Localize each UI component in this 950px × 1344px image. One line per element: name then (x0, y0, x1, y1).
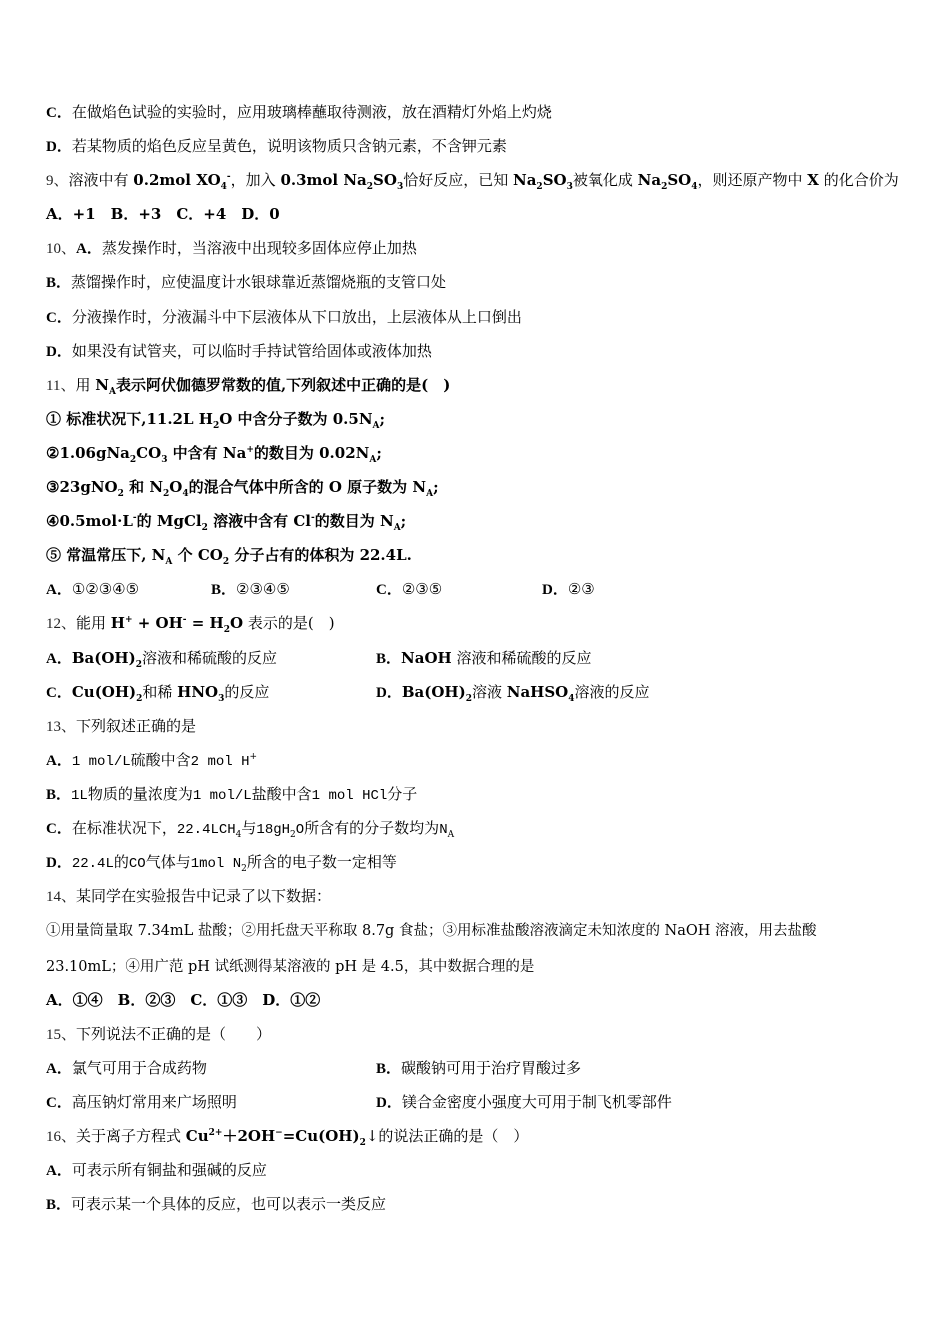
q11-stem: 11、用 $N_A$表示阿伏伽德罗常数的值,下列叙述中正确的是( ) (46, 376, 451, 397)
q8-option-d: D．若某物质的焰色反应呈黄色，说明该物质只含钠元素，不含钾元素 (46, 137, 507, 155)
q15-options-row1 (46, 1056, 906, 1080)
q10-option-c: C．分液操作时，分液漏斗中下层液体从下口放出，上层液体从上口倒出 (46, 308, 522, 326)
q15-option-a: A．氯气可用于合成药物 (46, 1059, 207, 1077)
q12-options-row1 (46, 646, 906, 670)
q14-data-line-2: 23.10mL；④用广范 pH 试纸测得某溶液的 pH 是 4.5，其中数据合理的是 (46, 959, 535, 975)
q11-statement-3: ③23gNO$_2$ 和 $N_2O_4$的混合气体中所含的 O 原子数为 $N_A$; (46, 478, 439, 499)
q13-option-b: B．1L物质的量浓度为1 mol/L盐酸中含1 mol HCl分子 (46, 785, 418, 804)
q16-stem: 16、关于离子方程式 $Cu^{2+}+2OH^-=Cu(OH)_2↓$的说法正确的是（ ） (46, 1127, 529, 1148)
q13-option-a: A．1 mol/L硫酸中含2 mol H+ (46, 751, 258, 770)
q13-option-c: C．在标准状况下，$22.4LCH_4$与$18gH_2O$所含有的分子数均为$N_A$ (46, 819, 455, 840)
q12-option-a: A．$Ba(OH)_2$溶液和稀硫酸的反应 (46, 649, 277, 670)
q11-statement-2: $②1.06gNa_2CO_3$ 中含有 Na+的数目为 $0.02N_A$; (46, 444, 382, 465)
q11-option-a: A．①②③④⑤ (46, 580, 140, 598)
q11-option-b: B．②③④⑤ (211, 580, 290, 598)
q12-option-d: D．$Ba(OH)_2$溶液 NaHSO$_4$溶液的反应 (376, 683, 650, 704)
q9-options: A．+1 B．+3 C．+4 D．0 (46, 205, 280, 223)
q15-stem: 15、下列说法不正确的是（ ） (46, 1025, 272, 1043)
q12-option-b: B．NaOH 溶液和稀硫酸的反应 (376, 649, 592, 667)
q11-statement-5: ⑤ 常温常压下, $N_A$ 个 $CO_2$ 分子占有的体积为 22.4L. (46, 546, 412, 567)
q13-stem: 13、下列叙述正确的是 (46, 717, 197, 735)
q9-stem: 9、溶液中有 0.2mol $XO_4^-$，加入 0.3mol $Na_2SO_3$恰好反应，已知 $Na_2SO_3$被氧化成 $Na_2SO_4$，则还原产物中 X 的化合价为 (46, 171, 899, 192)
q8-option-c: C．在做焰色试验的实验时，应用玻璃棒蘸取待测液，放在酒精灯外焰上灼烧 (46, 103, 552, 121)
q15-option-d: D．镁合金密度小强度大可用于制飞机零部件 (376, 1093, 672, 1111)
q10-option-a: 10、A．蒸发操作时，当溶液中出现较多固体应停止加热 (46, 239, 417, 257)
q14-stem: 14、某同学在实验报告中记录了以下数据： (46, 887, 332, 905)
q16-option-b: B．可表示某一个具体的反应，也可以表示一类反应 (46, 1195, 387, 1213)
q14-options: A．①④ B．②③ C．①③ D．①② (46, 991, 321, 1009)
q16-option-a: A．可表示所有铜盐和强碱的反应 (46, 1161, 267, 1179)
q15-option-c: C．高压钠灯常用来广场照明 (46, 1093, 237, 1111)
q11-statement-4: ④0.5mol·L-的 MgCl$_2$ 溶液中含有 Cl-的数目为 $N_A$; (46, 512, 407, 533)
q15-options-row2 (46, 1090, 906, 1114)
q12-option-c: C．$Cu(OH)_2$和稀 $HNO_3$的反应 (46, 683, 270, 704)
q10-option-b: B．蒸馏操作时，应使温度计水银球靠近蒸馏烧瓶的支管口处 (46, 273, 447, 291)
q11-option-c: C．②③⑤ (376, 580, 443, 598)
q12-options-row2 (46, 680, 906, 704)
q11-options (46, 577, 906, 601)
q12-stem: 12、能用 $H^+ + OH^- = H_2O$ 表示的是( ) (46, 614, 335, 635)
q10-option-d: D．如果没有试管夹，可以临时手持试管给固体或液体加热 (46, 342, 432, 360)
q11-option-d: D．②③ (542, 580, 595, 598)
q14-data-line-1: ①用量筒量取 7.34mL 盐酸；②用托盘天平称取 8.7g 食盐；③用标准盐酸溶液滴定未知浓度的 NaOH 溶液，用去盐酸 (46, 923, 817, 939)
q13-option-d: D．22.4L的CO气体与1mol $N_2$所含的电子数一定相等 (46, 853, 397, 874)
q11-statement-1: ① 标准状况下,11.2L $H_2O$ 中含分子数为 $0.5N_A$; (46, 410, 386, 431)
q15-option-b: B．碳酸钠可用于治疗胃酸过多 (376, 1059, 582, 1077)
